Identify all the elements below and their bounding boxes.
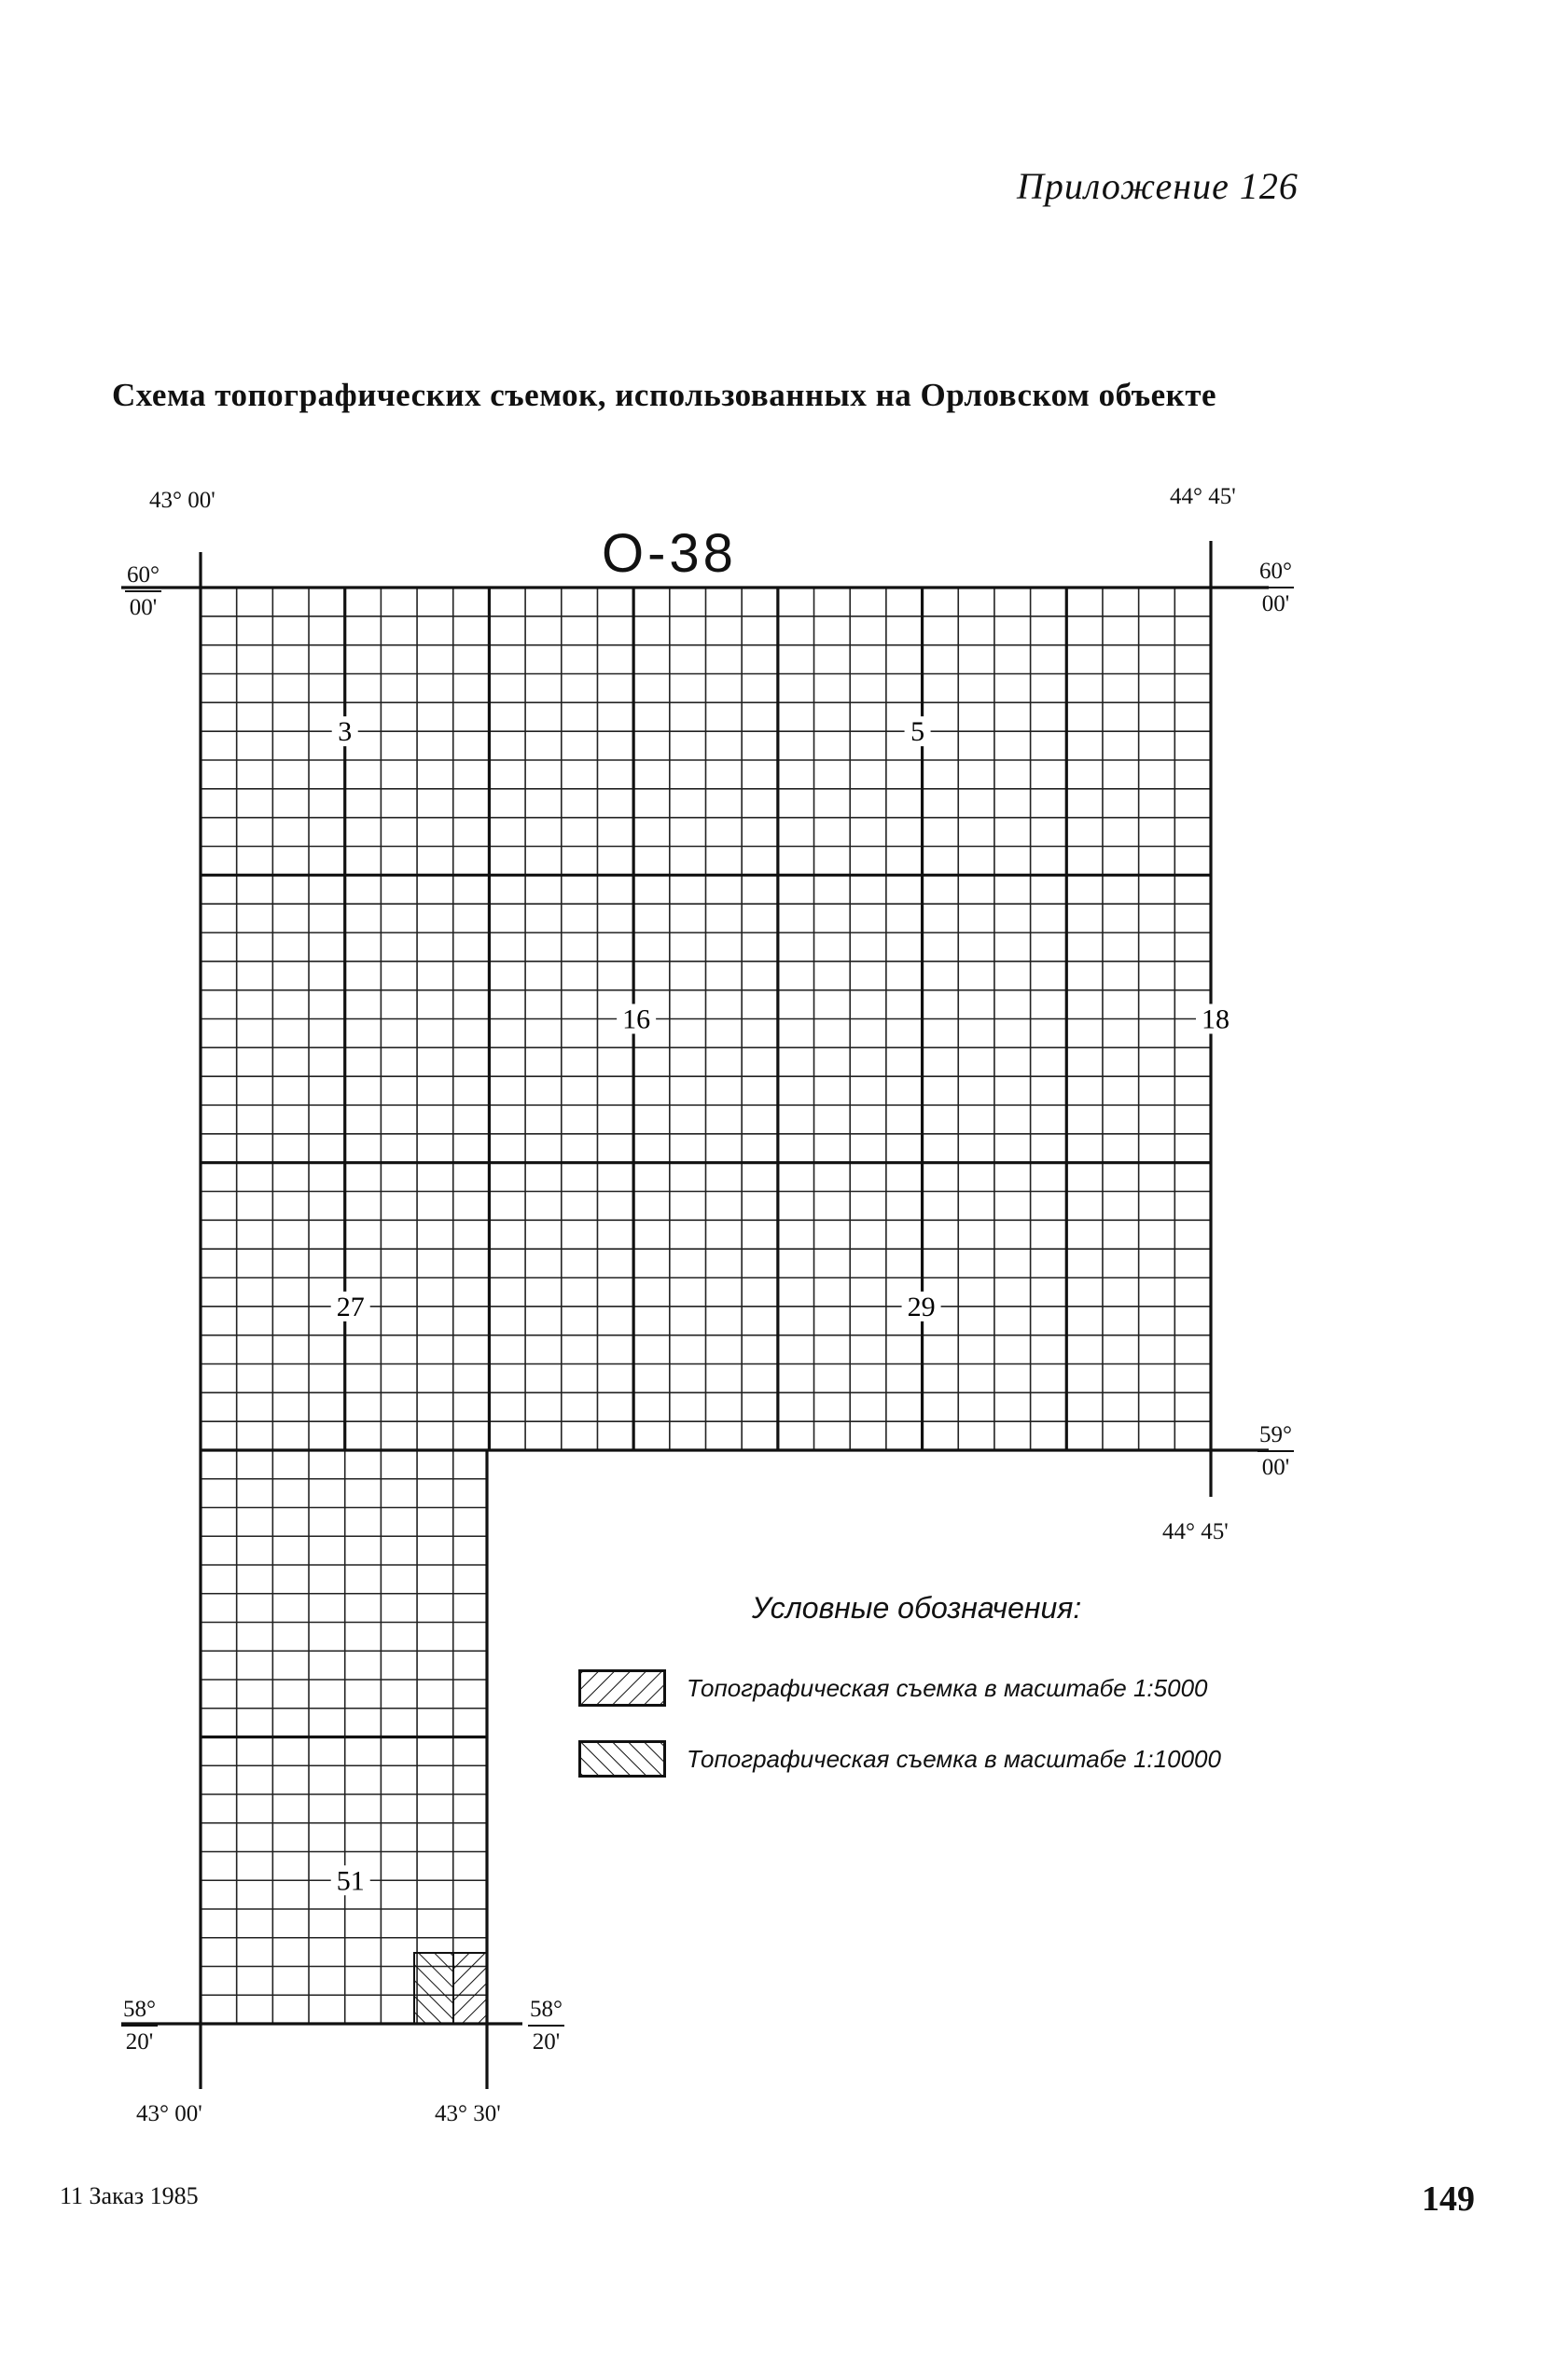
lat-label-right-top: $\frac{60^\circ}{00'}$ (1259, 559, 1292, 616)
block-label-27: 27 (336, 1291, 365, 1322)
lat-label-mid-bottom: $\frac{58^\circ}{20'}$ (530, 1997, 563, 2055)
block-label-3: 3 (338, 716, 353, 748)
lon-label-top-left: 43° 00' (149, 488, 215, 513)
lat-label-left-bottom: $\frac{58^\circ}{20'}$ (123, 1997, 156, 2055)
lon-label-bottom-left: 43° 00' (136, 2101, 202, 2126)
legend-label-10000: Топографическая съемка в масштабе 1:10000 (687, 1744, 1221, 1773)
lat-label-left-top: $\frac{60^\circ}{00'}$ (127, 562, 160, 620)
lat-label-right-mid: $\frac{59^\circ}{00'}$ (1259, 1422, 1292, 1480)
page-number: 149 (1422, 2179, 1475, 2219)
block-label-5: 5 (910, 716, 925, 748)
block-label-51: 51 (336, 1865, 365, 1897)
block-label-18: 18 (1202, 1003, 1230, 1035)
lon-label-top-right: 44° 45' (1170, 484, 1236, 509)
major-grid (121, 541, 1269, 2089)
block-label-29: 29 (907, 1291, 936, 1322)
legend-item-10000 (578, 1740, 1221, 1778)
legend-title: Условные обозначения: (752, 1591, 1082, 1625)
page-title: Схема топографических съемок, использованных на Орловском объекте (112, 377, 1217, 413)
legend-item-5000 (578, 1669, 1208, 1707)
hatch-left-swatch (578, 1740, 666, 1778)
block-label-16: 16 (622, 1003, 651, 1035)
footer-order: 11 Заказ 1985 (60, 2182, 199, 2209)
sheet-name: О-38 (602, 523, 737, 584)
survey-area-1-10000 (414, 1953, 453, 2024)
hatch-right-swatch (578, 1669, 666, 1707)
legend-label-5000: Топографическая съемка в масштабе 1:5000 (687, 1673, 1208, 1702)
lon-label-mid-right: 44° 45' (1162, 1519, 1229, 1544)
survey-area-1-10000-b (453, 1953, 487, 2024)
appendix-label: Приложение 126 (1017, 165, 1299, 207)
lon-label-bottom-mid: 43° 30' (435, 2101, 501, 2126)
